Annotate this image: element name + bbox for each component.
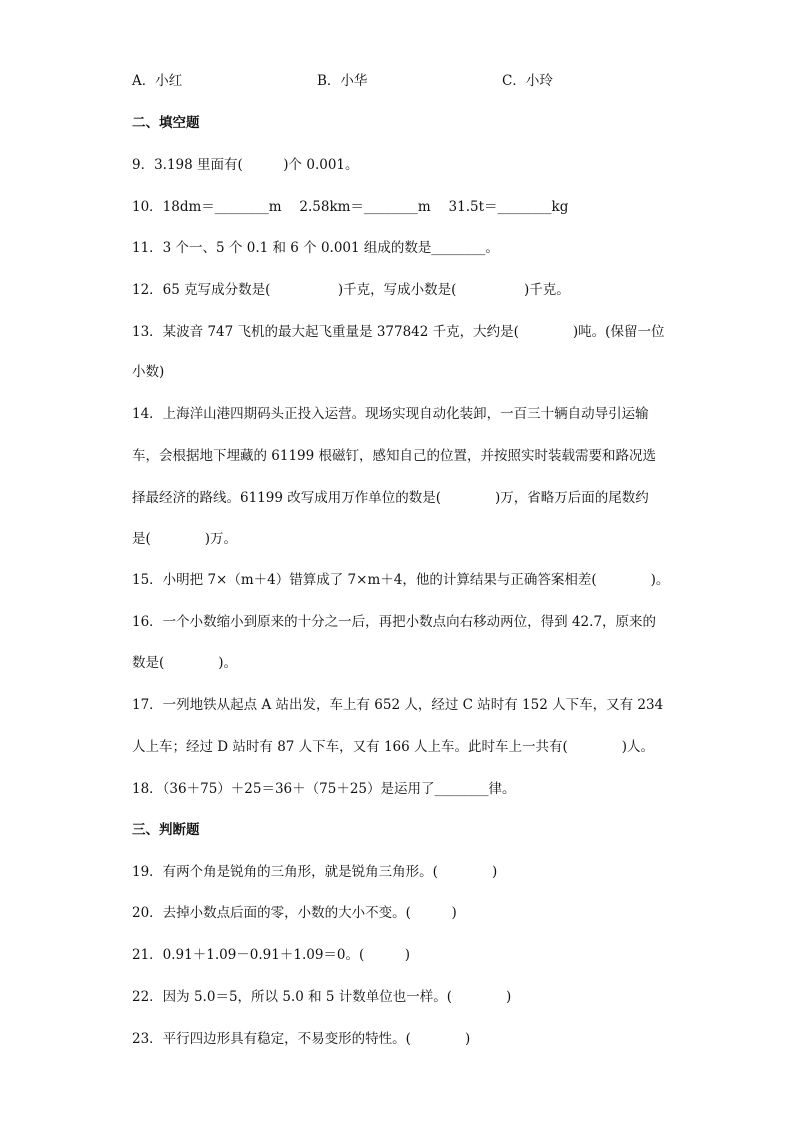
question-12: 12．65 克写成分数是( )千克，写成小数是( )千克。 xyxy=(132,282,570,298)
question-14-line-1: 14．上海洋山港四期码头正投入运营。现场实现自动化装卸，一百三十辆自动导引运输 xyxy=(132,406,649,422)
section-heading-true-false: 三、判断题 xyxy=(132,822,200,838)
question-22: 22．因为 5.0＝5，所以 5.0 和 5 计数单位也一样。( ) xyxy=(132,989,512,1005)
question-16-line-2: 数是( )。 xyxy=(132,655,238,671)
question-10: 10．18dm＝________m 2.58km＝________m 31.5t＝________kg xyxy=(132,199,569,215)
question-20: 20．去掉小数点后面的零，小数的大小不变。( ) xyxy=(132,905,457,921)
question-13-line-1: 13．某波音 747 飞机的最大起飞重量是 377842 千克，大约是( )吨。(保留一位 xyxy=(132,324,665,340)
question-21: 21．0.91＋1.09－0.91＋1.09＝0。( ) xyxy=(132,947,411,963)
question-11: 11．3 个一、5 个 0.1 和 6 个 0.001 组成的数是________。 xyxy=(132,240,499,256)
question-23: 23．平行四边形具有稳定，不易变形的特性。( ) xyxy=(132,1031,471,1047)
question-14-line-3: 择最经济的路线。61199 改写成用万作单位的数是( )万，省略万后面的尾数约 xyxy=(132,490,649,506)
question-14-line-4: 是( )万。 xyxy=(132,531,238,547)
question-16-line-1: 16．一个小数缩小到原来的十分之一后，再把小数点向右移动两位，得到 42.7，原来的 xyxy=(132,614,657,630)
question-15: 15．小明把 7×（m＋4）错算成了 7×m＋4，他的计算结果与正确答案相差( )。 xyxy=(132,572,670,588)
question-17-line-1: 17．一列地铁从起点 A 站出发，车上有 652 人，经过 C 站时有 152 人下车，又有 234 xyxy=(132,697,664,713)
section-heading-fill-blank: 二、填空题 xyxy=(132,115,200,131)
question-14-line-2: 车，会根据地下埋藏的 61199 根磁钉，感知自己的位置，并按照实时装载需要和路况选 xyxy=(132,448,657,464)
question-9: 9．3.198 里面有( )个 0.001。 xyxy=(132,157,359,173)
question-13-line-2: 小数) xyxy=(132,364,165,380)
question-17-line-2: 人上车；经过 D 站时有 87 人下车，又有 166 人上车。此时车上一共有( )人。 xyxy=(132,739,655,755)
option-c: C．小玲 xyxy=(502,73,553,89)
question-19: 19．有两个角是锐角的三角形，就是锐角三角形。( ) xyxy=(132,864,498,880)
question-18: 18．（36＋75）＋25＝36＋（75＋25）是运用了________律。 xyxy=(132,781,516,797)
option-a: A．小红 xyxy=(132,73,183,89)
option-b: B．小华 xyxy=(317,73,368,89)
